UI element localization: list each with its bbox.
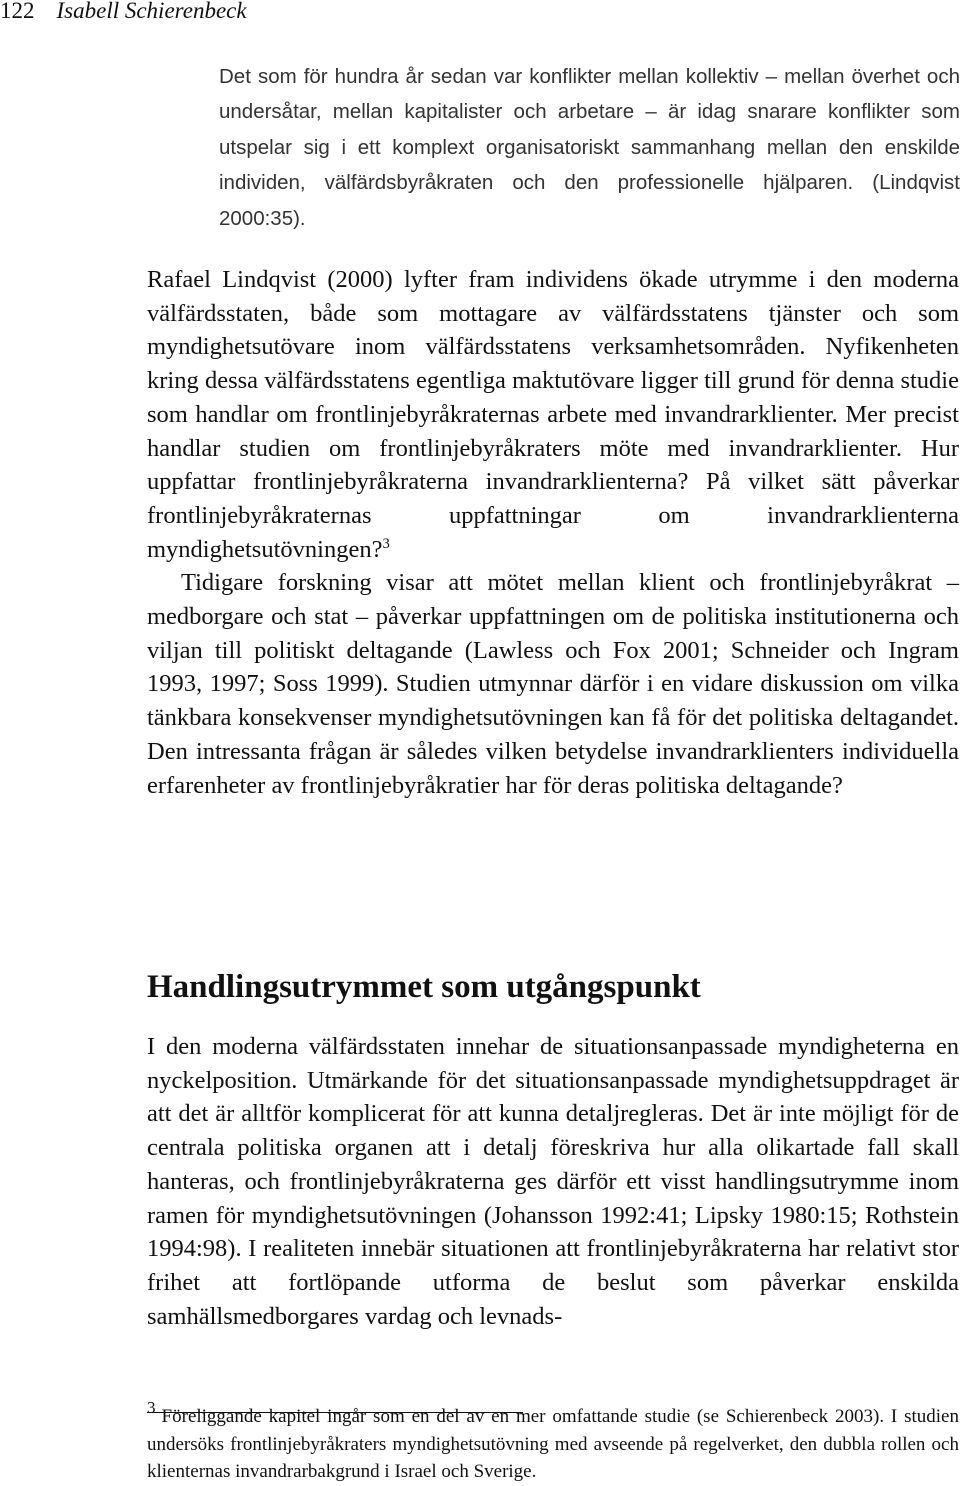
footnote (147, 1398, 959, 1486)
footnote-text: Föreliggande kapitel ingår som en del av en mer omfattande studie (se Schierenbeck 2003). I studien undersöks frontlinjebyråkraters myndighetsutövning med avseende på regelverket, den dubbla rollen och klienternas invandrarbakgrund i Israel och Sverige. (147, 1406, 959, 1482)
running-head (0, 0, 247, 26)
paragraph-1 (147, 263, 959, 566)
page-number: 122 (0, 0, 35, 23)
footnote-reference: 3 (382, 535, 390, 552)
paragraph-3: I den moderna välfärdsstaten innehar de situationsanpassade myndigheterna en nyckelposition. Utmärkande för det situationsanpassade myndighetsuppdraget är att det är alltför komplicerat för att kunna detaljregleras. Det är inte möjligt för de centrala politiska organen att i detalj föreskriva hur alla olikartade fall skall hanteras, och frontlinjebyråkraterna ges därför ett visst handlingsutrymme inom ramen för myndighetsutövningen (Johansson 1992:41; Lipsky 1980:15; Rothstein 1994:98). I realiteten innebär situationen att frontlinjebyråkraterna har relativt stor frihet att fortlöpande utforma de beslut som påverkar enskilda samhällsmedborgares vardag och levnads- (147, 1033, 959, 1330)
paragraph-2: Tidigare forskning visar att mötet mellan klient och frontlinjebyråkrat – medborgare och stat – påverkar uppfattningen om de politiska institutionerna och viljan till politiskt deltagande (Lawless och Fox 2001; Schneider och Ingram 1993, 1997; Soss 1999). Studien utmynnar därför i en vidare diskussion om vilka tänkbara konsekvenser myndighetsutövningen kan få för det politiska deltagandet. Den intressanta frågan är således vilken betydelse invandrarklienters individuella erfarenheter av frontlinjebyråkratier har för deras politiska deltagande? (147, 569, 959, 799)
paragraph-1-text: Rafael Lindqvist (2000) lyfter fram individens ökade utrymme i den moderna välfärdsstaten, både som mottagare av välfärdsstatens tjänster och som myndighetsutövare inom välfärdsstatens verksamhetsområden. Nyfikenheten kring dessa välfärdsstatens egentliga maktutövare ligger till grund för denna studie som handlar om frontlinjebyråkraternas arbete med invandrarklienter. Mer precist handlar studien om frontlinjebyråkraters möte med invandrarklienter. Hur uppfattar frontlinjebyråkraterna invandrarklienterna? På vilket sätt påverkar frontlinjebyråkraternas uppfattningar om invandrarklienterna myndighetsutövningen? (147, 266, 959, 563)
footnote-number: 3 (147, 1398, 156, 1418)
body-text-section (147, 1030, 959, 1333)
running-head-author: Isabell Schierenbeck (56, 0, 247, 23)
body-text-intro (147, 263, 959, 802)
section-heading: Handlingsutrymmet som utgångspunkt (147, 969, 701, 1005)
block-quote: Det som för hundra år sedan var konflikter mellan kollektiv – mellan överhet och undersåtar, mellan kapitalister och arbetare – är idag snarare konflikter som utspelar sig i ett komplext organisatoriskt sammanhang mellan den enskilde individen, välfärdsbyråkraten och den professionelle hjälparen. (Lindqvist 2000:35). (219, 65, 960, 230)
